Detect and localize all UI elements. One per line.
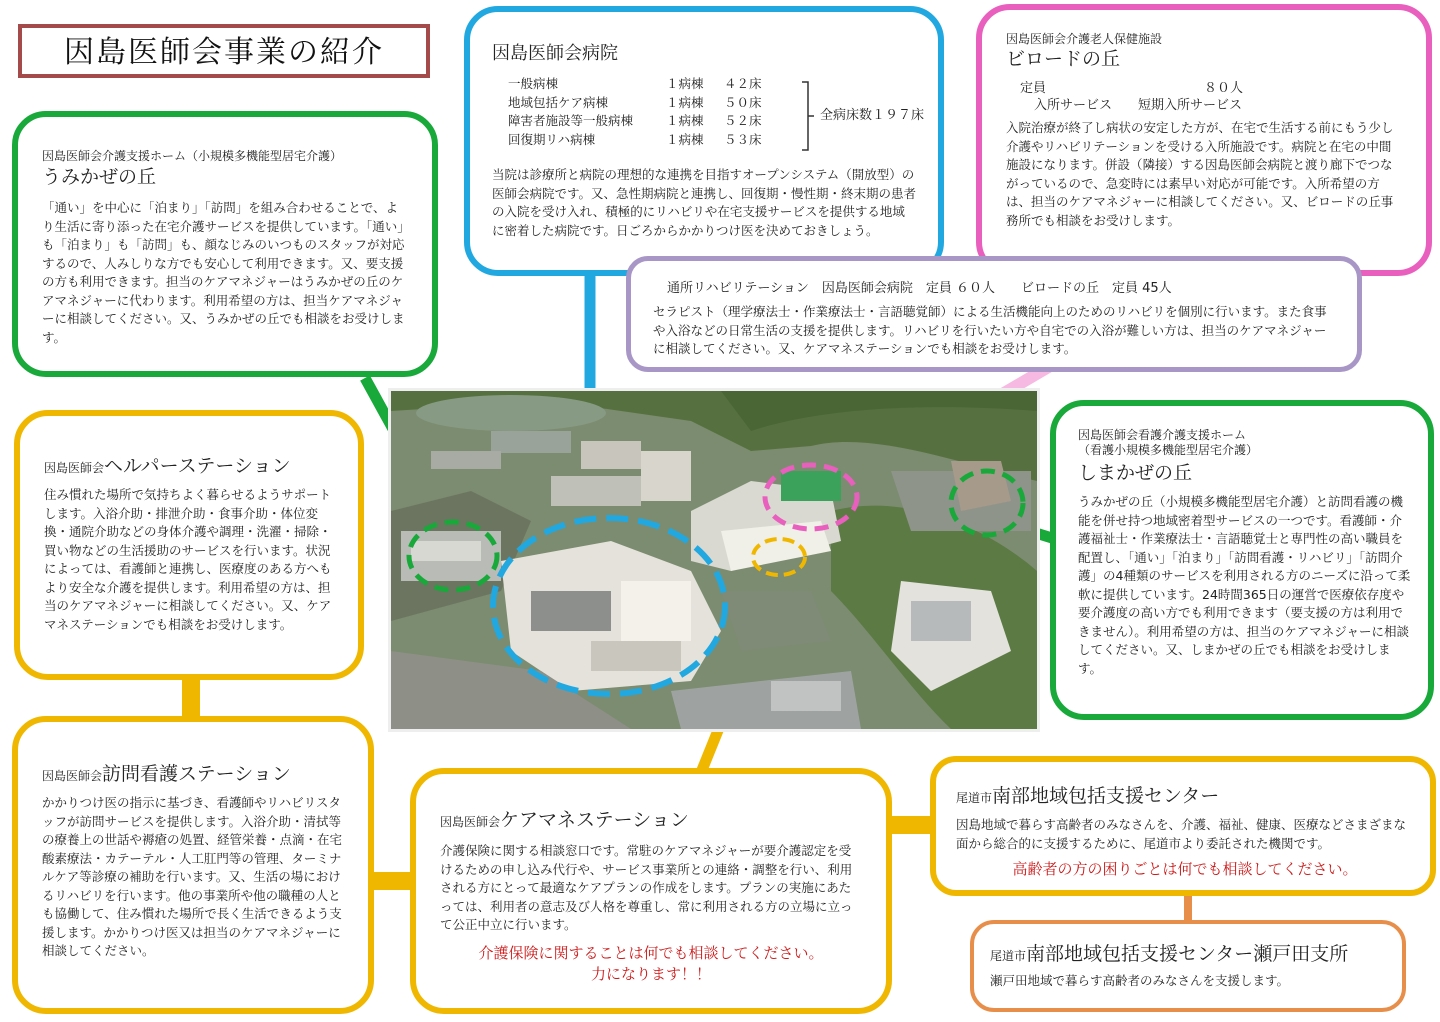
ward-beds: ５３床 xyxy=(724,131,762,147)
caremanager-prefix: 因島医師会 xyxy=(440,815,501,829)
page-title: 因島医師会事業の紹介 xyxy=(64,35,384,70)
ward-beds: ５２床 xyxy=(724,113,762,128)
nanbu-heading xyxy=(956,784,1414,808)
setoda-box xyxy=(970,920,1406,1012)
nanbu-highlight: 高齢者の方の困りごとは何でも相談してください。 xyxy=(1012,860,1358,878)
ward-count: １病棟 xyxy=(666,94,704,110)
viraude-capacity-label: 定員 xyxy=(1020,81,1047,96)
hospital-description: 当院は診療所と病院の理想的な連携を目指すオープンシステム（開放型）の医師会病院です。又、急性期病院と連携し、回復期・慢性期・終末期の患者の入院を受け入れ、積極的にリハビリや在宅支援サービスを提供する地域に密着した病院です。日ごろからかかりつけ医を決めておきしょう。 xyxy=(492,167,917,238)
ward-name: 地域包括ケア病棟 xyxy=(508,94,609,110)
ward-count: １病棟 xyxy=(666,131,704,147)
caremanager-description: 介護保険に関する相談窓口です。常駐のケアマネジャーが要介護認定を受けるための申し込み代行や、サービス事業所との連絡・調整を行い、利用される方にとって最適なケアプランの作成をします。プランの実施にあたっては、利用者の意志及び人格を尊重し、常に利用される方の立場に立って公正中立に行います。 xyxy=(440,843,853,932)
nursing-description: かかりつけ医の指示に基づき、看護師やリハビリスタッフが訪問サービスを提供します。入浴介助・清拭等の療養上の世話や褥瘡の処置、経管栄養・点滴・在宅酸素療法・カテーテル・人工肛門等の管理、ターミナルケア等診療の補助を行います。又、生活の場におけるリハビリを行います。他の事業所や他の職種の人とも協働して、住み慣れた場所で長く生活できるよう支援します。かかりつけ医又は担当のケアマネジャーに相談してください。 xyxy=(42,795,343,958)
nanbu-name: 南部地域包括支援センター xyxy=(992,785,1220,807)
ward-table xyxy=(508,76,762,150)
nursing-heading xyxy=(42,762,346,786)
aerial-photo-drawing xyxy=(391,391,1037,729)
setoda-prefix: 尾道市 xyxy=(990,949,1027,963)
nanbu-prefix: 尾道市 xyxy=(956,791,993,805)
shimakaze-box xyxy=(1050,400,1434,720)
nursing-prefix: 因島医師会 xyxy=(42,769,103,783)
caremanager-name: ケアマネステーション xyxy=(500,809,689,831)
umikaze-box xyxy=(12,111,438,377)
shimakaze-subtitle-1: 因島医師会看護介護支援ホーム xyxy=(1078,428,1247,442)
ward-row xyxy=(508,113,762,132)
hospital-name: 因島医師会病院 xyxy=(492,43,618,64)
rehab-header: 通所リハビリテーション 因島医師会病院 定員 ６０人 ビロードの丘 定員 45人 xyxy=(667,281,1172,296)
viraude-box xyxy=(976,4,1432,276)
helper-box xyxy=(14,410,364,680)
ward-row xyxy=(508,95,762,114)
helper-name: ヘルパーステーション xyxy=(104,455,291,477)
hospital-ward-list xyxy=(508,76,925,160)
rehab-box xyxy=(626,256,1362,372)
ward-bracket xyxy=(800,80,816,152)
ward-beds: ５０床 xyxy=(724,94,762,110)
ward-row xyxy=(508,76,762,95)
caremanager-heading xyxy=(440,808,862,832)
ward-name: 回復期リハ病棟 xyxy=(508,131,596,147)
setoda-name: 南部地域包括支援センター瀬戸田支所 xyxy=(1026,943,1349,965)
helper-heading xyxy=(44,454,338,478)
nanbu-description: 因島地域で暮らす高齢者のみなさんを、介護、福祉、健康、医療などさまざまな面から総合的に支援するために、尾道市より委託された機関です。 xyxy=(956,817,1407,851)
aerial-photo xyxy=(388,388,1040,732)
umikaze-subtitle: 因島医師会介護支援ホーム（小規模多機能型居宅介護） xyxy=(42,149,343,163)
nursing-box xyxy=(12,716,374,1014)
viraude-services: 入所サービス 短期入所サービス xyxy=(1034,98,1243,113)
viraude-name: ビロードの丘 xyxy=(1006,48,1121,70)
nanbu-box xyxy=(930,756,1436,896)
shimakaze-subtitle-2: （看護小規模多機能型居宅介護） xyxy=(1078,443,1259,457)
viraude-capacity xyxy=(1006,77,1402,113)
ward-count: １病棟 xyxy=(666,113,704,128)
ward-name: 障害者施設等一般病棟 xyxy=(508,113,634,128)
shimakaze-description: うみかぜの丘（小規模多機能型居宅介護）と訪問看護の機能を併せ持つ地域密着型サービスの一つです。看護師・介護福祉士・作業療法士・言語聴覚士と専門性の高い職員を配置し、「通い」「泊まり」「訪問看護・リハビリ」「訪問介護」の4種類のサービスを利用される方のニーズに沿って柔軟に提供しています。24時間365日の運営で医療依存度や要介護度の高い方でも利用できます（要支援の方は利用できません）。利用希望の方は、担当のケアマネジャーに相談してください。又、しまかぜの丘でも相談をお受けします。 xyxy=(1078,494,1411,676)
caremanager-highlight-2: 力になります！！ xyxy=(590,964,711,983)
viraude-capacity-value: ８０人 xyxy=(1204,81,1244,96)
hospital-total-beds: 全病床数１９７床 xyxy=(820,108,925,123)
setoda-description: 瀬戸田地域で暮らす高齢者のみなさんを支援します。 xyxy=(990,973,1290,988)
caremanager-highlight-1: 介護保険に関することは何でも相談してください。 xyxy=(478,943,824,962)
connector-care-nanbu xyxy=(885,816,935,834)
hospital-box xyxy=(464,6,944,276)
caremanager-box xyxy=(410,768,892,1014)
nursing-name: 訪問看護ステーション xyxy=(102,763,291,785)
helper-description: 住み慣れた場所で気持ちよく暮らせるようサポートします。入浴介助・排泄介助・食事介助・体位変換・通院介助などの身体介護や調理・洗濯・掃除・買い物などの生活援助のサービスを行います。状況によっては、看護師と連携し、医療度のある方へもより安全な介護を提供します。利用希望の方は、担当のケアマネジャーに相談してください。又、ケアマネステーションでも相談をお受けします。 xyxy=(44,487,332,632)
viraude-description: 入院治療が終了し病状の安定した方が、在宅で生活する前にもう少し介護やリハビリテーションを受ける入所施設です。病院と在宅の中間施設になります。併設（隣接）する因島医師会病院と渡り廊下でつながっているので、急変時には素早い対応が可能です。入所希望の方は、担当のケアマネジャーに相談してください。又、ビロードの丘事務所でも相談をお受けします。 xyxy=(1006,120,1394,228)
viraude-subtitle: 因島医師会介護老人保健施設 xyxy=(1006,32,1163,46)
ward-count: １病棟 xyxy=(666,76,704,91)
rehab-description: セラピスト（理学療法士・作業療法士・言語聴覚師）による生活機能向上のためのリハビリを個別に行います。また食事や入浴などの日常生活の支援を提供します。リハビリを行いたい方や自宅での入浴が難しい方は、担当のケアマネジャーに相談してください。又、ケアマネステーションでも相談をお受けします。 xyxy=(653,304,1327,356)
ward-name: 一般病棟 xyxy=(508,76,559,91)
setoda-heading xyxy=(990,942,1386,966)
shimakaze-name: しまかぜの丘 xyxy=(1078,462,1193,484)
ward-beds: ４２床 xyxy=(724,76,762,91)
helper-prefix: 因島医師会 xyxy=(44,461,105,475)
umikaze-name: うみかぜの丘 xyxy=(42,166,157,188)
connector-nanbu-setoda xyxy=(1184,894,1192,922)
umikaze-description: 「通い」を中心に「泊まり」「訪問」を組み合わせることで、より生活に寄り添った在宅介護サービスを提供しています。「通い」も「泊まり」も「訪問」も、顔なじみのいつものスタッフが対応するので、人みしりな方でも安心して利用できます。又、要支援の方も利用できます。担当のケアマネジャーはうみかぜの丘のケアマネジャーに代わります。利用希望の方は、担当ケアマネジャーに相談してください。又、うみかぜの丘でも相談をお受けします。 xyxy=(42,200,410,345)
ward-row xyxy=(508,132,762,151)
